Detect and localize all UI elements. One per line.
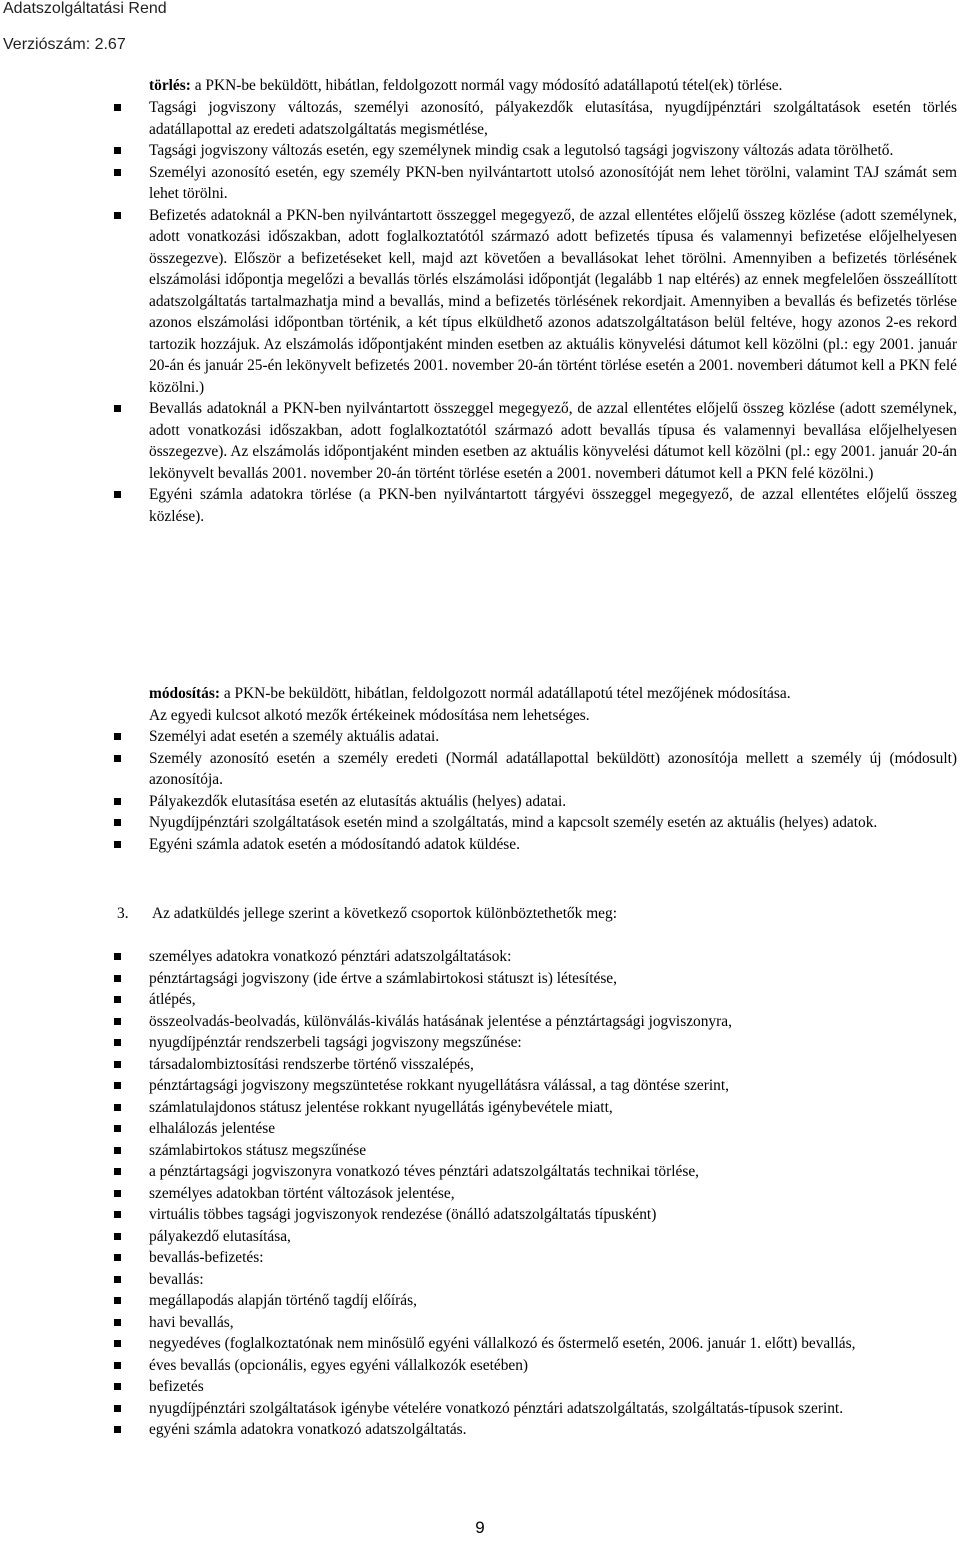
list-item: pénztártagsági jogviszony (ide értve a számlabirtokosi státuszt is) létesítése, (70, 968, 957, 990)
modositas-definition (149, 683, 957, 705)
bullet-icon (114, 1104, 121, 1111)
bullet-icon (114, 1190, 121, 1197)
list-item: egyéni számla adatokra vonatkozó adatszolgáltatás. (70, 1419, 957, 1441)
section-3-list-wrap (149, 946, 957, 1441)
list-item: Tagsági jogviszony változás, személyi azonosító, pályakezdők elutasítása, nyugdíjpénztári szolgáltatások esetén törlés adatállapottal az eredeti adatszolgáltatás megismétlése, (70, 97, 957, 140)
bullet-icon (114, 491, 121, 498)
bullet-icon (114, 1362, 121, 1369)
bullet-icon (114, 1319, 121, 1326)
bullet-icon (114, 1297, 121, 1304)
list-item: Pályakezdők elutasítása esetén az elutasítás aktuális (helyes) adatai. (70, 791, 957, 813)
list-item: számlatulajdonos státusz jelentése rokkant nyugellátás igénybevétele miatt, (70, 1097, 957, 1119)
list-item: bevallás: (70, 1269, 957, 1291)
bullet-icon (114, 996, 121, 1003)
modositas-list (70, 726, 957, 855)
bullet-icon (114, 1125, 121, 1132)
list-item: összeolvadás-beolvadás, különválás-kiválás hatásának jelentése a pénztártagsági jogviszonyra, (70, 1011, 957, 1033)
bullet-icon (114, 953, 121, 960)
torles-section (149, 75, 957, 97)
modositas-note: Az egyedi kulcsot alkotó mezők értékeinek módosítása nem lehetséges. (149, 706, 590, 724)
bullet-icon (114, 147, 121, 154)
bullet-icon (114, 104, 121, 111)
list-item: befizetés (70, 1376, 957, 1398)
bullet-icon (114, 1254, 121, 1261)
version-number: Verziószám: 2.67 (3, 36, 126, 53)
list-item: pénztártagsági jogviszony megszüntetése rokkant nyugellátásra válással, a tag döntése szerint, (70, 1075, 957, 1097)
bullet-icon (114, 1168, 121, 1175)
list-item: Egyéni számla adatokra törlése (a PKN-ben nyilvántartott tárgyévi összeggel megegyező, de azzal ellentétes előjelű összeg közlése). (70, 484, 957, 527)
bullet-icon (114, 819, 121, 826)
list-item: személyes adatokra vonatkozó pénztári adatszolgáltatások: (70, 946, 957, 968)
bullet-icon (114, 975, 121, 982)
modositas-term: módosítás: (149, 685, 220, 702)
section-number: 3. (117, 905, 129, 922)
bullet-icon (114, 1233, 121, 1240)
bullet-icon (114, 841, 121, 848)
bullet-icon (114, 755, 121, 762)
list-item: Tagsági jogviszony változás esetén, egy személynek mindig csak a legutolsó tagsági jogviszony változás adata törölhető. (70, 140, 957, 162)
document-title: Adatszolgáltatási Rend (3, 0, 167, 17)
bullet-icon (114, 1426, 121, 1433)
list-item: negyedéves (foglalkoztatónak nem minősülő egyéni vállalkozó és őstermelő esetén, 2006. január 1. előtt) bevallás, (70, 1333, 957, 1355)
list-item: Egyéni számla adatok esetén a módosítandó adatok küldése. (70, 834, 957, 856)
list-item: a pénztártagsági jogviszonyra vonatkozó téves pénztári adatszolgáltatás technikai törlése, (70, 1161, 957, 1183)
list-item: Személy azonosító esetén a személy eredeti (Normál adatállapottal beküldött) azonosítója mellett a személy új (módosult) azonosítója. (70, 748, 957, 791)
bullet-icon (114, 212, 121, 219)
bullet-icon (114, 1018, 121, 1025)
list-item: elhalálozás jelentése (70, 1118, 957, 1140)
page-number: 9 (475, 1518, 485, 1537)
section-3-list (70, 946, 957, 1441)
bullet-icon (114, 1383, 121, 1390)
list-item: átlépés, (70, 989, 957, 1011)
torles-term: törlés: (149, 77, 191, 94)
modositas-section (149, 683, 957, 855)
bullet-icon (114, 1082, 121, 1089)
bullet-icon (114, 1211, 121, 1218)
bullet-icon (114, 1061, 121, 1068)
list-item: számlabirtokos státusz megszűnése (70, 1140, 957, 1162)
bullet-icon (114, 405, 121, 412)
list-item: Befizetés adatoknál a PKN-ben nyilvántartott összeggel megegyező, de azzal ellentétes előjelű összeg közlése (adott személynek, adott vonatkozási időszakban, adott foglalkoztatótól származó adott befizetés típusa és valamennyi befizetése előjelhelyesen összegezve). Először a befizetéseket kell, majd azt követően a bevallásokat lehet törölni. Amennyiben a befizetés törlésének elszámolási időpontja megelőzi a bevallás törlés elszámolási időpontját (legalább 1 nap eltérés) az ennek megfelelően összeállított adatszolgáltatás tartalmazhatja mind a bevallás, mind a befizetés törlésének rekordjait. Amennyiben a bevallás és befizetés törlése azonos elszámolási időpontban történik, a két típus elküldhető azonos adatszolgáltatáson belül feltéve, hogy azonos 2-es rekord tartozik hozzájuk. Az elszámolás időpontjaként minden esetben az aktuális könyvelési dátumot kell közölni (pl.: egy 2001. január 20-án és január 25-én lekönyvelt befizetés 2001. november 20-án történt törlése esetén a 2001. novemberi dátumot kell a PKN felé közölni.) (70, 205, 957, 399)
list-item: éves bevallás (opcionális, egyes egyéni vállalkozók esetében) (70, 1355, 957, 1377)
list-item: virtuális többes tagsági jogviszonyok rendezése (önálló adatszolgáltatás típusként) (70, 1204, 957, 1226)
list-item: megállapodás alapján történő tagdíj előírás, (70, 1290, 957, 1312)
list-item: társadalombiztosítási rendszerbe történő visszalépés, (70, 1054, 957, 1076)
bullet-icon (114, 1405, 121, 1412)
list-item: személyes adatokban történt változások jelentése, (70, 1183, 957, 1205)
bullet-icon (114, 1340, 121, 1347)
torles-definition-text: a PKN-be beküldött, hibátlan, feldolgozott normál vagy módosító adatállapotú tétel(ek) törlése. (190, 77, 783, 94)
list-item: havi bevallás, (70, 1312, 957, 1334)
list-item: pályakezdő elutasítása, (70, 1226, 957, 1248)
list-item: Bevallás adatoknál a PKN-ben nyilvántartott összeggel megegyező, de azzal ellentétes előjelű összeg közlése (adott személynek, adott vonatkozási időszakban, adott foglalkoztatótól származó adott bevallás típusa és valamennyi bevallása előjelhelyesen összegezve). Az elszámolás időpontjaként minden esetben az aktuális könyvelési dátumot kell közölni (pl.: egy 2001. január 20-án lekönyvelt bevallás 2001. november 20-án történt törlése esetén a 2001. novemberi dátumot kell a PKN felé közölni.) (70, 398, 957, 484)
list-item: Nyugdíjpénztári szolgáltatások esetén mind a szolgáltatás, mind a kapcsolt személy esetén az aktuális (helyes) adatok. (70, 812, 957, 834)
bullet-icon (114, 1039, 121, 1046)
bullet-icon (114, 1147, 121, 1154)
list-item: nyugdíjpénztár rendszerbeli tagsági jogviszony megszűnése: (70, 1032, 957, 1054)
list-item: Személyi azonosító esetén, egy személy PKN-ben nyilvántartott utolsó azonosítóját nem lehet törölni, valamint TAJ számát sem lehet törölni. (70, 162, 957, 205)
bullet-icon (114, 733, 121, 740)
bullet-icon (114, 1276, 121, 1283)
list-item: Személyi adat esetén a személy aktuális adatai. (70, 726, 957, 748)
section-heading: Az adatküldés jellege szerint a következő csoportok különböztethetők meg: (152, 905, 617, 922)
modositas-definition-text: a PKN-be beküldött, hibátlan, feldolgozott normál adatállapotú tétel mezőjének módosítása. (219, 685, 791, 702)
torles-definition (149, 75, 957, 97)
torles-list (70, 97, 957, 527)
bullet-icon (114, 169, 121, 176)
torles-list-wrap (149, 97, 957, 527)
bullet-icon (114, 798, 121, 805)
list-item: nyugdíjpénztári szolgáltatások igénybe vételére vonatkozó pénztári adatszolgáltatás, szolgáltatás-típusok szerint. (70, 1398, 957, 1420)
list-item: bevallás-befizetés: (70, 1247, 957, 1269)
